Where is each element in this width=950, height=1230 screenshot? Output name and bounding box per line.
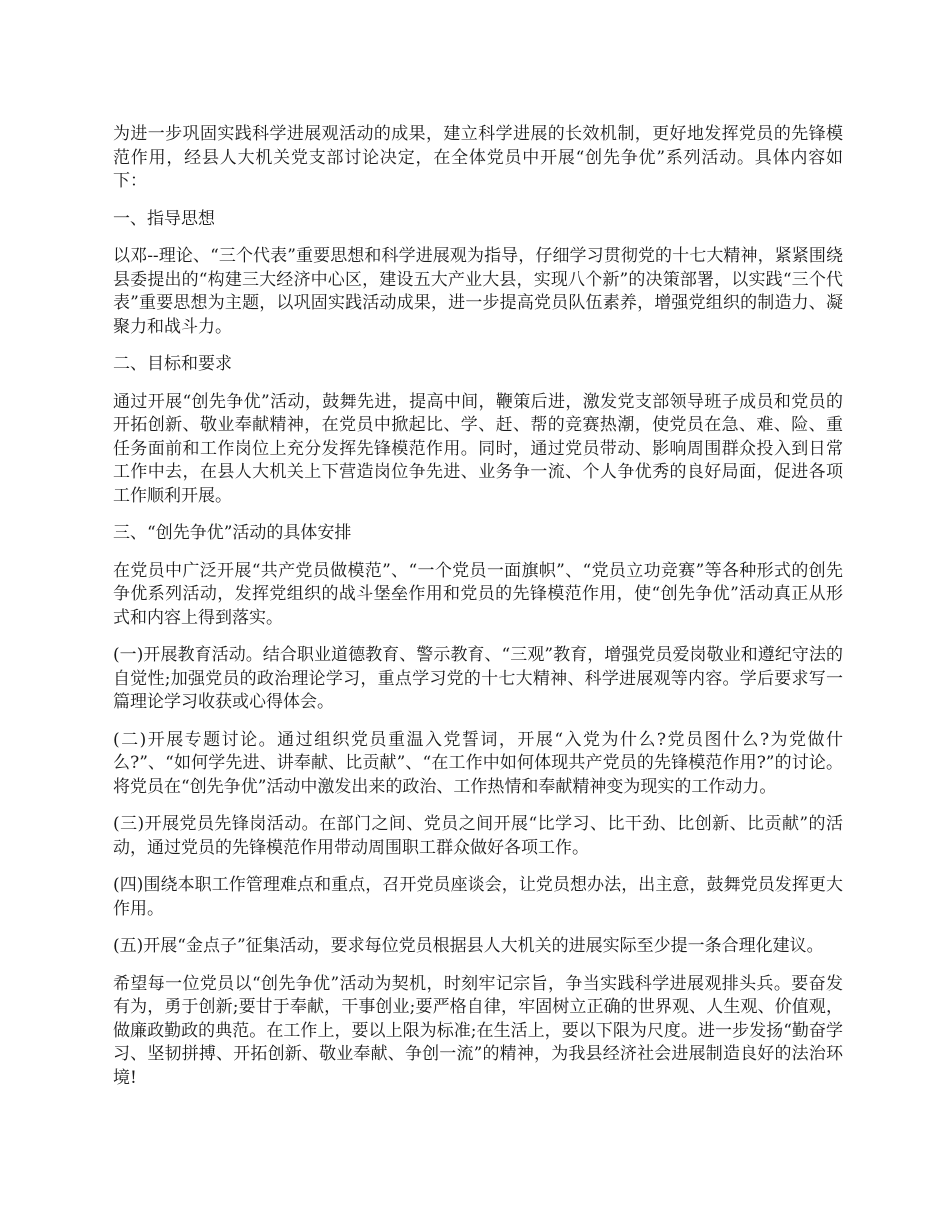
document-body [113,123,843,1104]
section-heading-goals: 二、目标和要求 [113,354,232,374]
list-item-pioneer-post: (三)开展党员先锋岗活动。在部门之间、党员之间开展“比学习、比干劲、比创新、比贡献”的活动，通过党员的先锋模范作用带动周围职工群众做好各项工作。 [113,814,843,858]
section-heading-guiding-thought: 一、指导思想 [113,208,215,229]
guiding-thought-paragraph: 以邓--理论、“三个代表”重要思想和科学进展观为指导，仔细学习贯彻党的十七大精神，紧紧围绕县委提出的“构建三大经济中心区，建设五大产业大县，实现八个新”的决策部署，以实践“三个代表”重要思想为主题，以巩固实践活动成果，进一步提高党员队伍素养，增强党组织的制造力、凝聚力和战斗力。 [113,246,843,337]
closing-paragraph: 希望每一位党员以“创先争优”活动为契机，时刻牢记宗旨，争当实践科学进展观排头兵。要奋发有为，勇于创新;要甘于奉献，干事创业;要严格自律，牢固树立正确的世界观、人生观、价值观，做廉政勤政的典范。在工作上，要以上限为标准;在生活上，要以下限为尺度。进一步发扬“勤奋学习、坚韧拼搏、开拓创新、敬业奉献、争创一流”的精神，为我县经济社会进展制造良好的法治环境! [113,973,844,1088]
list-item-golden-ideas: (五)开展“金点子”征集活动，要求每位党员根据县人大机关的进展实际至少提一条合理化建议。 [113,936,824,956]
intro-paragraph: 为进一步巩固实践科学进展观活动的成果，建立科学进展的长效机制，更好地发挥党员的先锋模范作用，经县人大机关党支部讨论决定，在全体党员中开展“创先争优”系列活动。具体内容如下： [113,124,843,191]
section-heading-arrangements: 三、“创先争优”活动的具体安排 [113,523,352,543]
list-item-education: (一)开展教育活动。结合职业道德教育、警示教育、“三观”教育，增强党员爱岗敬业和遵纪守法的自觉性;加强党员的政治理论学习，重点学习党的十七大精神、科学进展观等内容。学后要求写一篇理论学习收获或心得体会。 [113,645,843,712]
list-item-discussion: (二)开展专题讨论。通过组织党员重温入党誓词，开展“入党为什么?党员图什么?为党做什么?”、“如何学先进、讲奉献、比贡献”、“在工作中如何体现共产党员的先锋模范作用?”的讨论。将党员在“创先争优”活动中激发出来的政治、工作热情和奉献精神变为现实的工作动力。 [113,729,843,797]
goals-paragraph: 通过开展“创先争优”活动，鼓舞先进，提高中间，鞭策后进，激发党支部领导班子成员和党员的开拓创新、敬业奉献精神，在党员中掀起比、学、赶、帮的竞赛热潮，使党员在急、难、险、重任务面前和工作岗位上充分发挥先锋模范作用。同时，通过党员带动、影响周围群众投入到日常工作中去，在县人大机关上下营造岗位争先进、业务争一流、个人争优秀的良好局面，促进各项工作顺利开展。 [113,391,843,506]
arrangements-paragraph: 在党员中广泛开展“共产党员做模范”、“一个党员一面旗帜”、“党员立功竞赛”等各种形式的创先争优系列活动，发挥党组织的战斗堡垒作用和党员的先锋模范作用，使“创先争优”活动真正从形式和内容上得到落实。 [113,560,843,628]
list-item-symposium: (四)围绕本职工作管理难点和重点，召开党员座谈会，让党员想办法，出主意，鼓舞党员发挥更大作用。 [113,875,843,919]
